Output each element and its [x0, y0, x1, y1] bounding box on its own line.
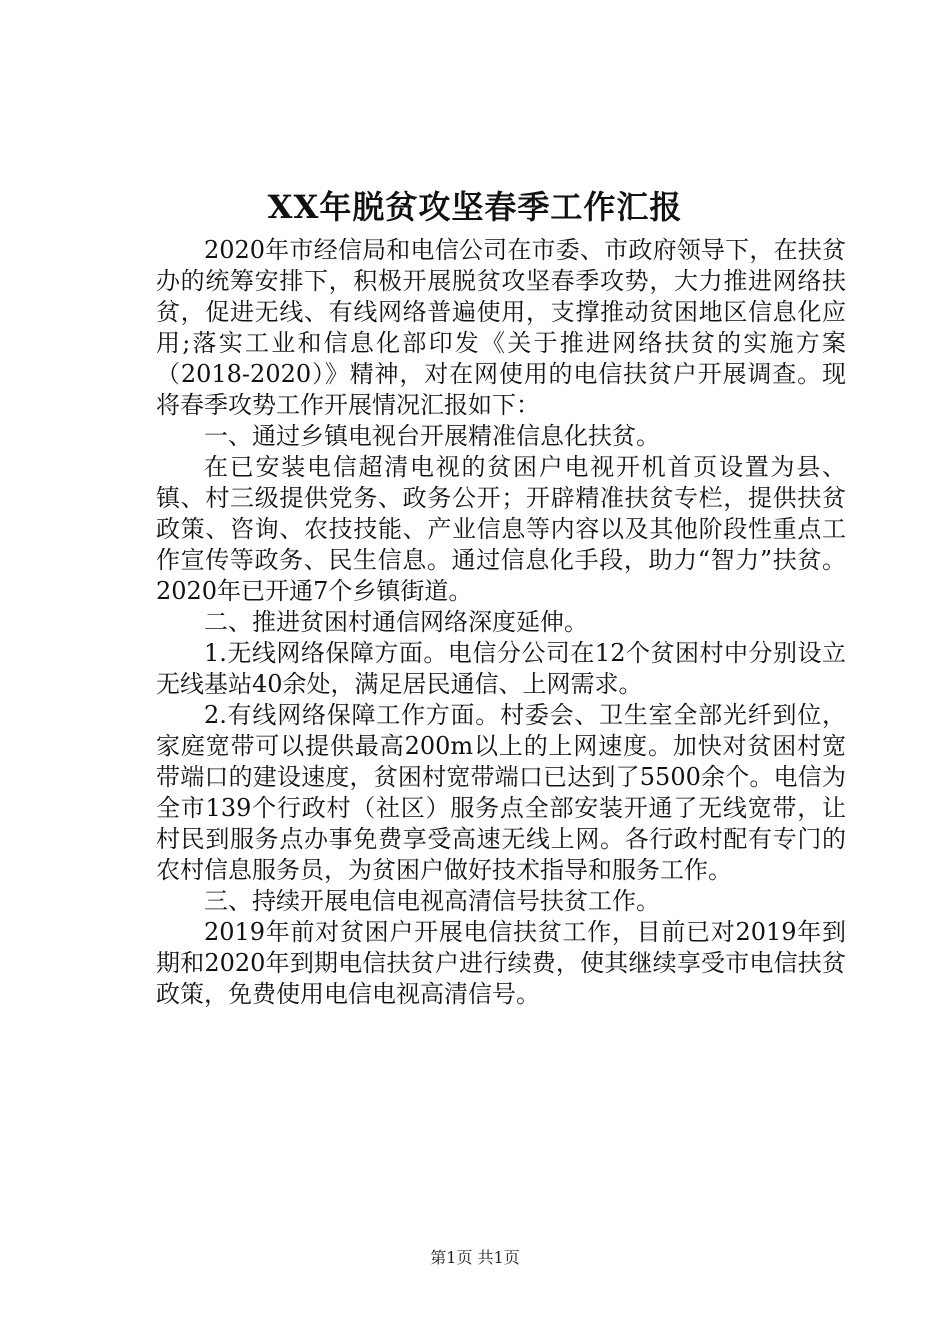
paragraph-intro: 2020年市经信局和电信公司在市委、市政府领导下，在扶贫办的统筹安排下，积极开展脱贫攻坚春季攻势，大力推进网络扶贫，促进无线、有线网络普遍使用，支撑推动贫困地区信息化应用;落实工业和信息化部印发《关于推进网络扶贫的实施方案（2018-2020）》精神，对在网使用的电信扶贫户开展调查。现将春季攻势工作开展情况汇报如下： [156, 236, 846, 419]
paragraph-wired: 2.有线网络保障工作方面。村委会、卫生室全部光纤到位，家庭宽带可以提供最高200m以上的上网速度。加快对贫困村宽带端口的建设速度，贫困村宽带端口已达到了5500余个。电信为全市139个行政村（社区）服务点全部安装开通了无线宽带，让村民到服务点办事免费享受高速无线上网。各行政村配有专门的农村信息服务员，为贫困户做好技术指导和服务工作。 [156, 701, 846, 884]
section-heading-1: 一、通过乡镇电视台开展精准信息化扶贫。 [204, 422, 660, 450]
section-heading-2: 二、推进贫困村通信网络深度延伸。 [204, 608, 588, 636]
paragraph-section-1: 在已安装电信超清电视的贫困户电视开机首页设置为县、镇、村三级提供党务、政务公开；开辟精准扶贫专栏，提供扶贫政策、咨询、农技技能、产业信息等内容以及其他阶段性重点工作宣传等政务、民生信息。通过信息化手段，助力“智力”扶贫。2020年已开通7个乡镇街道。 [156, 453, 846, 605]
page-footer: 第1页 共1页 [430, 1248, 520, 1267]
paragraph-section-3: 2019年前对贫困户开展电信扶贫工作，目前已对2019年到期和2020年到期电信扶贫户进行续费，使其继续享受市电信扶贫政策，免费使用电信电视高清信号。 [156, 918, 846, 1008]
document-body [156, 235, 846, 1010]
document-title: XX年脱贫攻坚春季工作汇报 [267, 188, 683, 226]
paragraph-wireless: 1.无线网络保障方面。电信分公司在12个贫困村中分别设立无线基站40余处，满足居民通信、上网需求。 [156, 639, 846, 698]
section-heading-3: 三、持续开展电信电视高清信号扶贫工作。 [204, 887, 660, 915]
